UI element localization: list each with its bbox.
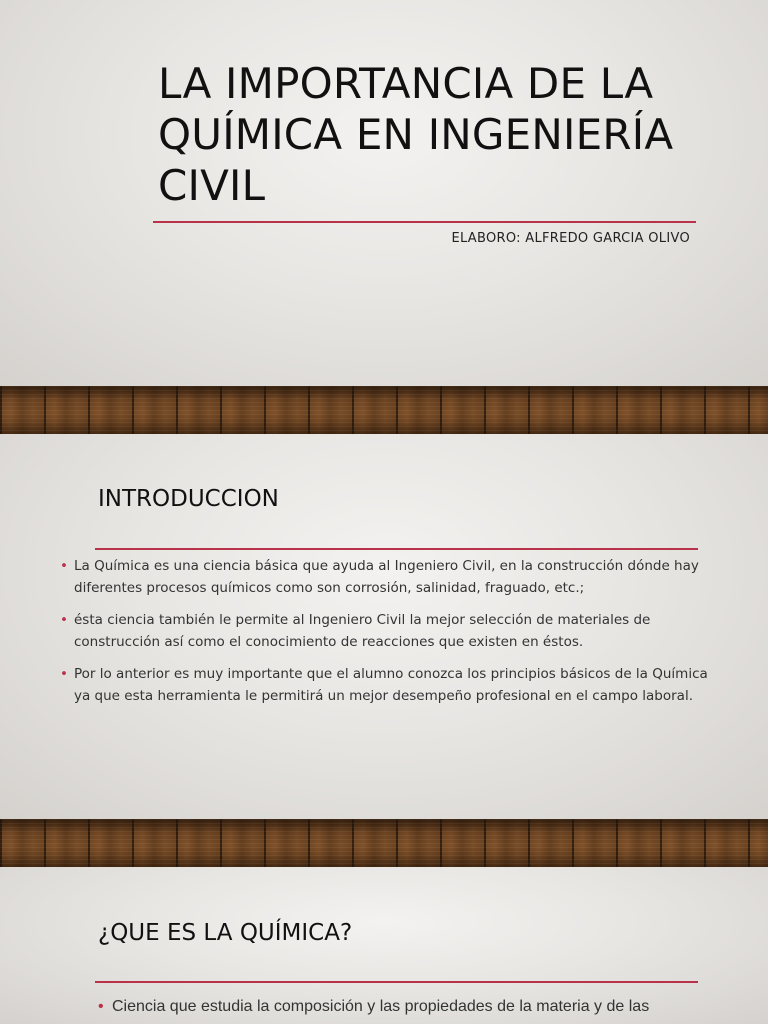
heading-divider bbox=[95, 981, 698, 983]
list-item: • Por lo anterior es muy importante que el alumno conozca los principios básicos de la Química ya que esta herramienta le permitirá un mejor desempeño profesional en el campo laboral. bbox=[60, 663, 710, 707]
slide-subtitle: ELABORO: ALFREDO GARCIA OLIVO bbox=[451, 231, 690, 246]
list-item: • ésta ciencia también le permite al Ingeniero Civil la mejor selección de materiales de construcción así como el conocimiento de reacciones que existen en éstos. bbox=[60, 609, 710, 653]
wood-floor-divider bbox=[0, 819, 768, 867]
slide-3 bbox=[0, 867, 768, 1024]
heading-divider bbox=[95, 548, 698, 550]
slide-title: LA IMPORTANCIA DE LA QUÍMICA EN INGENIERÍA CIVIL bbox=[158, 59, 674, 210]
slide-2 bbox=[0, 434, 768, 819]
bullet-list bbox=[60, 555, 710, 717]
list-item: • La Química es una ciencia básica que ayuda al Ingeniero Civil, en la construcción dónde hay diferentes procesos químicos como son corrosión, salinidad, fraguado, etc.; bbox=[60, 555, 710, 599]
section-heading: INTRODUCCION bbox=[98, 486, 279, 512]
list-item: • Ciencia que estudia la composición y las propiedades de la materia y de las bbox=[98, 996, 698, 1018]
slide-1 bbox=[0, 0, 768, 386]
title-divider bbox=[153, 221, 696, 223]
bullet-list bbox=[98, 996, 698, 1024]
section-heading: ¿QUE ES LA QUÍMICA? bbox=[98, 920, 353, 946]
wood-floor-divider bbox=[0, 386, 768, 434]
